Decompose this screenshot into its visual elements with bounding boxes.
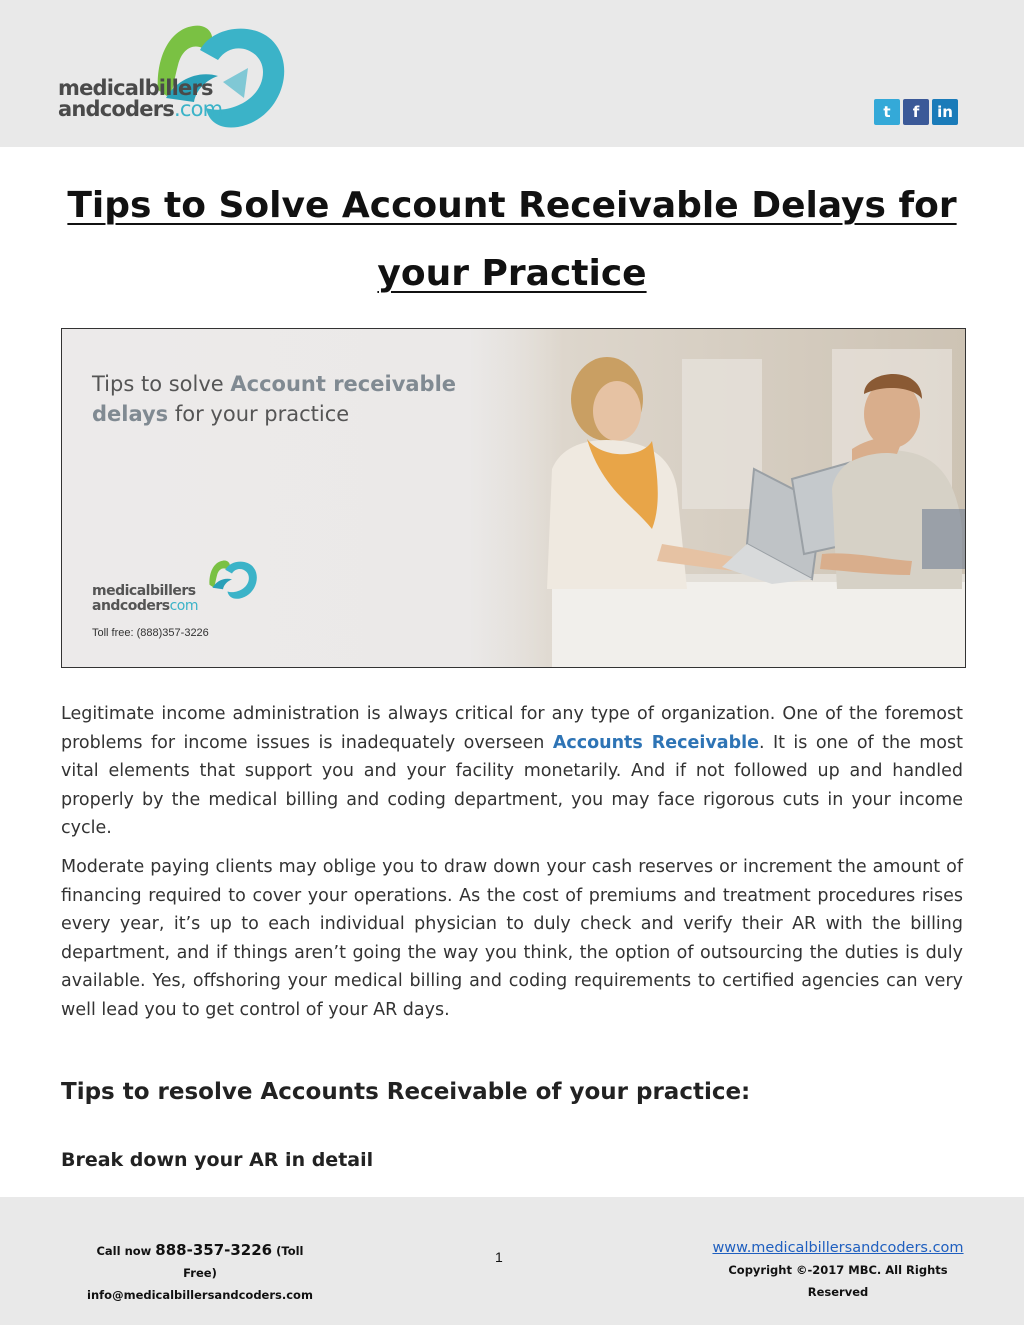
logo-line-1: medicalbillers: [58, 76, 213, 100]
social-links: [874, 99, 958, 125]
facebook-icon[interactable]: f: [903, 99, 929, 125]
title-line-2: your Practice: [377, 253, 647, 294]
footer-site: [700, 1237, 976, 1303]
footer-call-label: Call now: [96, 1244, 156, 1258]
banner-heading: [92, 369, 456, 429]
page-number: 1: [495, 1249, 503, 1265]
footer-email[interactable]: info@medicalbillersandcoders.com: [87, 1288, 313, 1302]
logo-line-2: [58, 99, 222, 120]
article-body: [61, 700, 963, 1035]
logo-line-2-com: .com: [173, 97, 223, 121]
banner-heading-highlight2: delays: [92, 402, 169, 426]
brand-logo-text: [58, 78, 222, 120]
banner-logo-line-2: [92, 599, 198, 614]
twitter-icon[interactable]: t: [874, 99, 900, 125]
banner-logo-line-1: medicalbillers: [92, 583, 196, 599]
footer-copyright: Copyright ©-2017 MBC. All Rights Reserved: [728, 1263, 948, 1299]
banner-logo-line-2-com: com: [169, 598, 199, 614]
footer-website-link[interactable]: www.medicalbillersandcoders.com: [712, 1240, 964, 1256]
page-header: [0, 0, 1024, 147]
footer-contact: [80, 1239, 320, 1306]
linkedin-icon[interactable]: in: [932, 99, 958, 125]
footer-call-line: [80, 1239, 320, 1284]
footer-toll-free: (Toll Free): [183, 1244, 304, 1280]
banner-heading-highlight1: Account receivable: [230, 372, 457, 396]
accounts-receivable-link[interactable]: Accounts Receivable: [552, 732, 759, 753]
subsection-heading: Break down your AR in detail: [61, 1149, 374, 1171]
banner-heading-part2: for your practice: [168, 402, 350, 426]
section-heading: Tips to resolve Accounts Receivable of your practice:: [61, 1079, 751, 1105]
title-line-1: Tips to Solve Account Receivable Delays for: [67, 185, 957, 226]
footer-phone[interactable]: 888-357-3226: [155, 1241, 273, 1259]
paragraph-1-before: Legitimate income administration is always critical for any type of organization. One of the foremost problems for income issues is inadequately overseen: [61, 704, 963, 753]
paragraph-1: [61, 700, 963, 843]
page-title: [60, 172, 964, 308]
banner-phone: Toll free: (888)357-3226: [92, 627, 209, 639]
paragraph-2: Moderate paying clients may oblige you to draw down your cash reserves or increment the amount of financing required to cover your operations. As the cost of premiums and treatment procedures rises every year, it’s up to each individual physician to duly check and verify their AR with the billing department, and if things aren’t going the way you think, the option of outsourcing the duties is duly available. Yes, offshoring your medical billing and coding requirements to certified agencies can very well lead you to get control of your AR days.: [61, 856, 963, 1020]
page-footer: [0, 1197, 1024, 1325]
paragraph-1-after: . It is one of the most vital elements that support you and your facility monetarily. And if not followed up and handled properly by the medical billing and coding department, you may face rigorous cuts in your income cycle.: [61, 732, 963, 839]
logo-line-2-main: andcoders: [58, 97, 174, 121]
banner-heading-part1: Tips to solve: [92, 372, 231, 396]
banner-logo-line-2-main: andcoders: [92, 598, 170, 614]
office-photo: [492, 329, 966, 668]
banner-logo-text: [92, 584, 198, 614]
hero-banner: [61, 328, 966, 668]
